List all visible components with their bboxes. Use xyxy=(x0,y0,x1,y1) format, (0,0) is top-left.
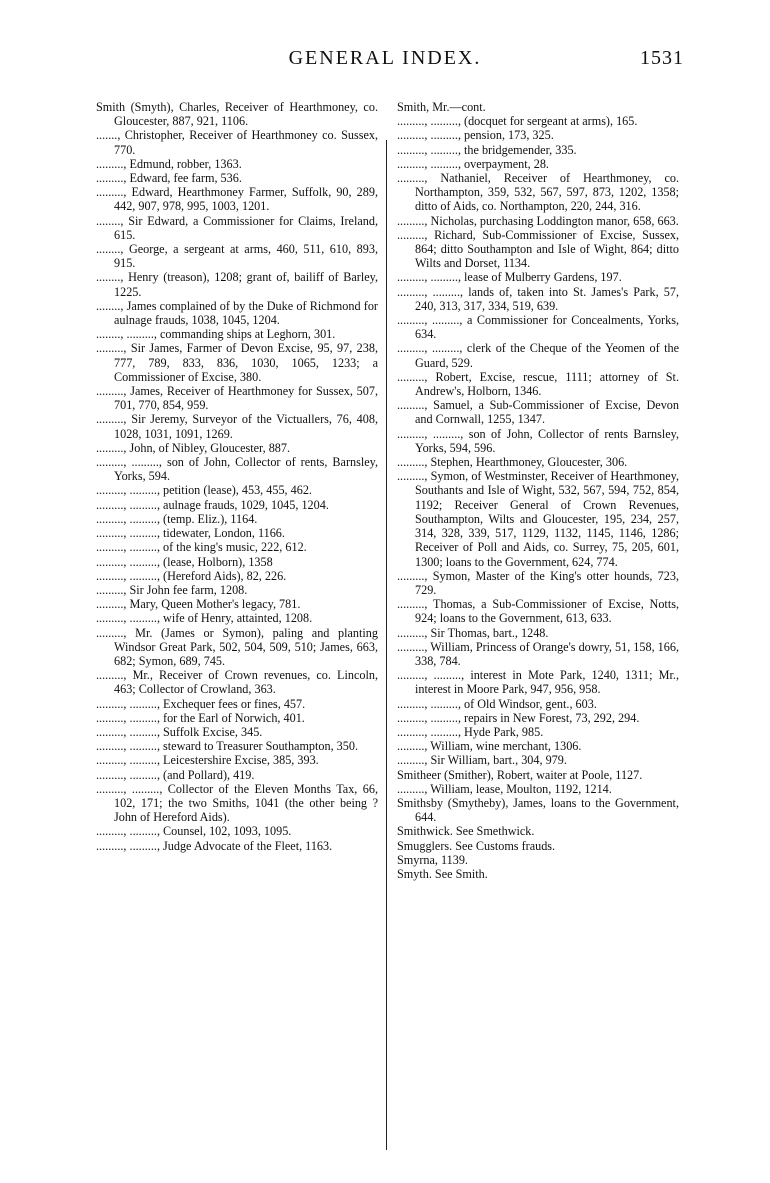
left-column xyxy=(96,100,378,853)
index-entry: ........., ........., overpayment, 28. xyxy=(397,156,549,171)
index-entry: ........., Sir John fee farm, 1208. xyxy=(96,582,248,597)
index-entry: ........., ........., interest in Mote Park, 1240, 1311; Mr., interest in Moore Park, 947, 956, 958. xyxy=(397,668,679,697)
index-entry: ........., William, lease, Moulton, 1192, 1214. xyxy=(397,781,612,796)
index-entry: ........., ........., (lease, Holborn), 1358 xyxy=(96,554,273,569)
index-entry: ........., John, of Nibley, Gloucester, 887. xyxy=(96,440,291,455)
index-entry: ........., ........., wife of Henry, attainted, 1208. xyxy=(96,611,313,626)
index-entry: ........, Henry (treason), 1208; grant of, bailiff of Barley, 1225. xyxy=(96,270,378,299)
index-entry: ........, James complained of by the Duke of Richmond for aulnage frauds, 1038, 1045, 1204. xyxy=(96,298,378,328)
index-entry: ........., ........., lease of Mulberry Gardens, 197. xyxy=(397,270,622,285)
index-entry: ........., ........., steward to Treasurer Southampton, 350. xyxy=(96,739,359,754)
index-entry: Smyrna, 1139. xyxy=(397,852,468,867)
index-entry: ........., ........., son of John, Collector of rents, Barnsley, Yorks, 594. xyxy=(96,455,378,484)
index-entry: ........., Sir Jeremy, Surveyor of the Victuallers, 76, 408, 1028, 1031, 1091, 1269. xyxy=(96,412,378,441)
index-entry: ........., ........., son of John, Collector of rents Barnsley, Yorks, 594, 596. xyxy=(397,426,679,455)
index-entry: Smithwick. See Smethwick. xyxy=(397,824,535,839)
index-entry: ........., Sir Thomas, bart., 1248. xyxy=(397,625,549,640)
index-entry: ........., Stephen, Hearthmoney, Gloucester, 306. xyxy=(397,455,628,470)
index-entry: ........., Edward, fee farm, 536. xyxy=(96,171,242,186)
index-entry: ........., ........., a Commissioner for Concealments, Yorks, 634. xyxy=(397,313,679,342)
index-entry: ........., ........., Hyde Park, 985. xyxy=(397,724,544,739)
index-entry: ........., ........., Judge Advocate of the Fleet, 1163. xyxy=(96,838,333,853)
index-entry: ........., ........., pension, 173, 325. xyxy=(397,128,554,143)
index-entry: ........., ........., clerk of the Cheque of the Yeomen of the Guard, 529. xyxy=(397,341,679,370)
index-entry: ......., Christopher, Receiver of Hearthmoney co. Sussex, 770. xyxy=(96,128,378,157)
index-entry: ........., Robert, Excise, rescue, 1111; attorney of St. Andrew's, Holborn, 1346. xyxy=(397,369,679,399)
index-entry: ........., ........., repairs in New Forest, 73, 292, 294. xyxy=(397,710,640,725)
index-entry: ........., ........., petition (lease), 453, 455, 462. xyxy=(96,483,312,498)
index-entry: ........., James, Receiver of Hearthmoney for Sussex, 507, 701, 770, 854, 959. xyxy=(96,384,378,413)
index-entry: ........., William, wine merchant, 1306. xyxy=(397,739,582,754)
page-number: 1531 xyxy=(640,47,684,69)
index-entry: ........., Sir William, bart., 304, 979. xyxy=(397,753,567,768)
index-entry: ........., William, Princess of Orange's dowry, 51, 158, 166, 338, 784. xyxy=(397,639,679,668)
index-entry: ........., Nicholas, purchasing Loddington manor, 658, 663. xyxy=(397,213,679,228)
index-entry: ........., Mr., Receiver of Crown revenues, co. Lincoln, 463; Collector of Crowland, 363. xyxy=(96,668,378,697)
index-entry: ........., Edmund, robber, 1363. xyxy=(96,156,242,171)
index-entry: ........., Symon, Master of the King's otter hounds, 723, 729. xyxy=(397,568,679,597)
index-entry: Smugglers. See Customs frauds. xyxy=(397,838,556,853)
index-entry: ........., ........., lands of, taken into St. James's Park, 57, 240, 313, 317, 334, 519, 639. xyxy=(397,284,679,313)
index-entry: ........., Mary, Queen Mother's legacy, 781. xyxy=(96,597,301,612)
column-divider xyxy=(386,140,387,1150)
index-entry: ........., ........., (and Pollard), 419. xyxy=(96,767,255,782)
index-entry: ........., Samuel, a Sub-Commissioner of Excise, Devon and Cornwall, 1255, 1347. xyxy=(397,398,679,427)
index-entry: ........., Thomas, a Sub-Commissioner of Excise, Notts, 924; loans to the Government, 613, 633. xyxy=(397,597,679,626)
index-entry: ........., ........., for the Earl of Norwich, 401. xyxy=(96,710,305,725)
index-entry: Smitheer (Smither), Robert, waiter at Poole, 1127. xyxy=(397,767,643,782)
index-entry: ........., ........., of the king's music, 222, 612. xyxy=(96,540,307,555)
index-entry: ........., ........., (docquet for sergeant at arms), 165. xyxy=(397,114,638,129)
index-entry: ........., Sir James, Farmer of Devon Excise, 95, 97, 238, 777, 789, 833, 836, 1030, 1065, 1233; a Commissioner of Excise, 380. xyxy=(96,341,378,384)
index-entry: ........., Nathaniel, Receiver of Hearthmoney, co. Northampton, 359, 532, 567, 597, 873, 1202, 1358; ditto of Aids, co. Northampton, 220, 244, 316. xyxy=(397,171,679,214)
index-entry: ........., ........., (temp. Eliz.), 1164. xyxy=(96,511,258,526)
index-entry: Smith (Smyth), Charles, Receiver of Hearthmoney, co. Gloucester, 887, 921, 1106. xyxy=(96,100,378,129)
index-entry: Smith, Mr.—cont. xyxy=(397,100,486,114)
index-entry: Smyth. See Smith. xyxy=(397,866,488,881)
index-entry: ........., Edward, Hearthmoney Farmer, Suffolk, 90, 289, 442, 907, 978, 995, 1003, 1201. xyxy=(96,185,378,214)
index-entry: ........, George, a sergeant at arms, 460, 511, 610, 893, 915. xyxy=(96,242,378,271)
index-entry: ........., ........., Exchequer fees or fines, 457. xyxy=(96,696,306,711)
index-entry: ........., Mr. (James or Symon), paling and planting Windsor Great Park, 502, 504, 509, 510; James, 663, 682; Symon, 689, 745. xyxy=(96,625,378,668)
index-entry: ........., ........., of Old Windsor, gent., 603. xyxy=(397,696,597,711)
index-entry: ........., ........., tidewater, London, 1166. xyxy=(96,526,285,541)
index-entry: ........., ........., the bridgemender, 335. xyxy=(397,142,577,157)
index-entry: ........., ........., Suffolk Excise, 345. xyxy=(96,724,263,739)
index-entry: ........., Symon, of Westminster, Receiver of Hearthmoney, Southants and Isle of Wight, 532, 567, 594, 752, 854, 1192; Receiver General of Crown Revenues, Southampton, Wilts and Gloucester, 195, 234, 257, 314, 328, 339, 517, 1129, 1132, 1145, 1146, 1286; Receiver of Poll and Aids, co. Surrey, 75, 205, 601, 1300; loans to the Government, 624, 774. xyxy=(397,469,679,569)
index-entry: ........., Richard, Sub-Commissioner of Excise, Sussex, 864; ditto Southampton and Isle of Wight, 864; ditto Wilts and Dorset, 1134. xyxy=(397,227,679,271)
index-entry: ........., ........., Counsel, 102, 1093, 1095. xyxy=(96,824,292,839)
index-entry: ........., ........., Collector of the Eleven Months Tax, 66, 102, 171; the two Smiths, 1041 (the other being ? John of Hereford Aids). xyxy=(96,781,378,825)
index-entry: ........, Sir Edward, a Commissioner for Claims, Ireland, 615. xyxy=(96,213,378,242)
page-title: GENERAL INDEX. xyxy=(288,47,482,69)
index-entry: ........., ........., (Hereford Aids), 82, 226. xyxy=(96,568,287,583)
right-column xyxy=(397,100,679,881)
index-entry: ........., ........., Leicestershire Excise, 385, 393. xyxy=(96,753,319,768)
index-entry: Smithsby (Smytheby), James, loans to the Government, 644. xyxy=(397,795,679,825)
index-entry: ........., ........., aulnage frauds, 1029, 1045, 1204. xyxy=(96,497,329,512)
index-entry: ........, ........., commanding ships at Leghorn, 301. xyxy=(96,327,336,342)
